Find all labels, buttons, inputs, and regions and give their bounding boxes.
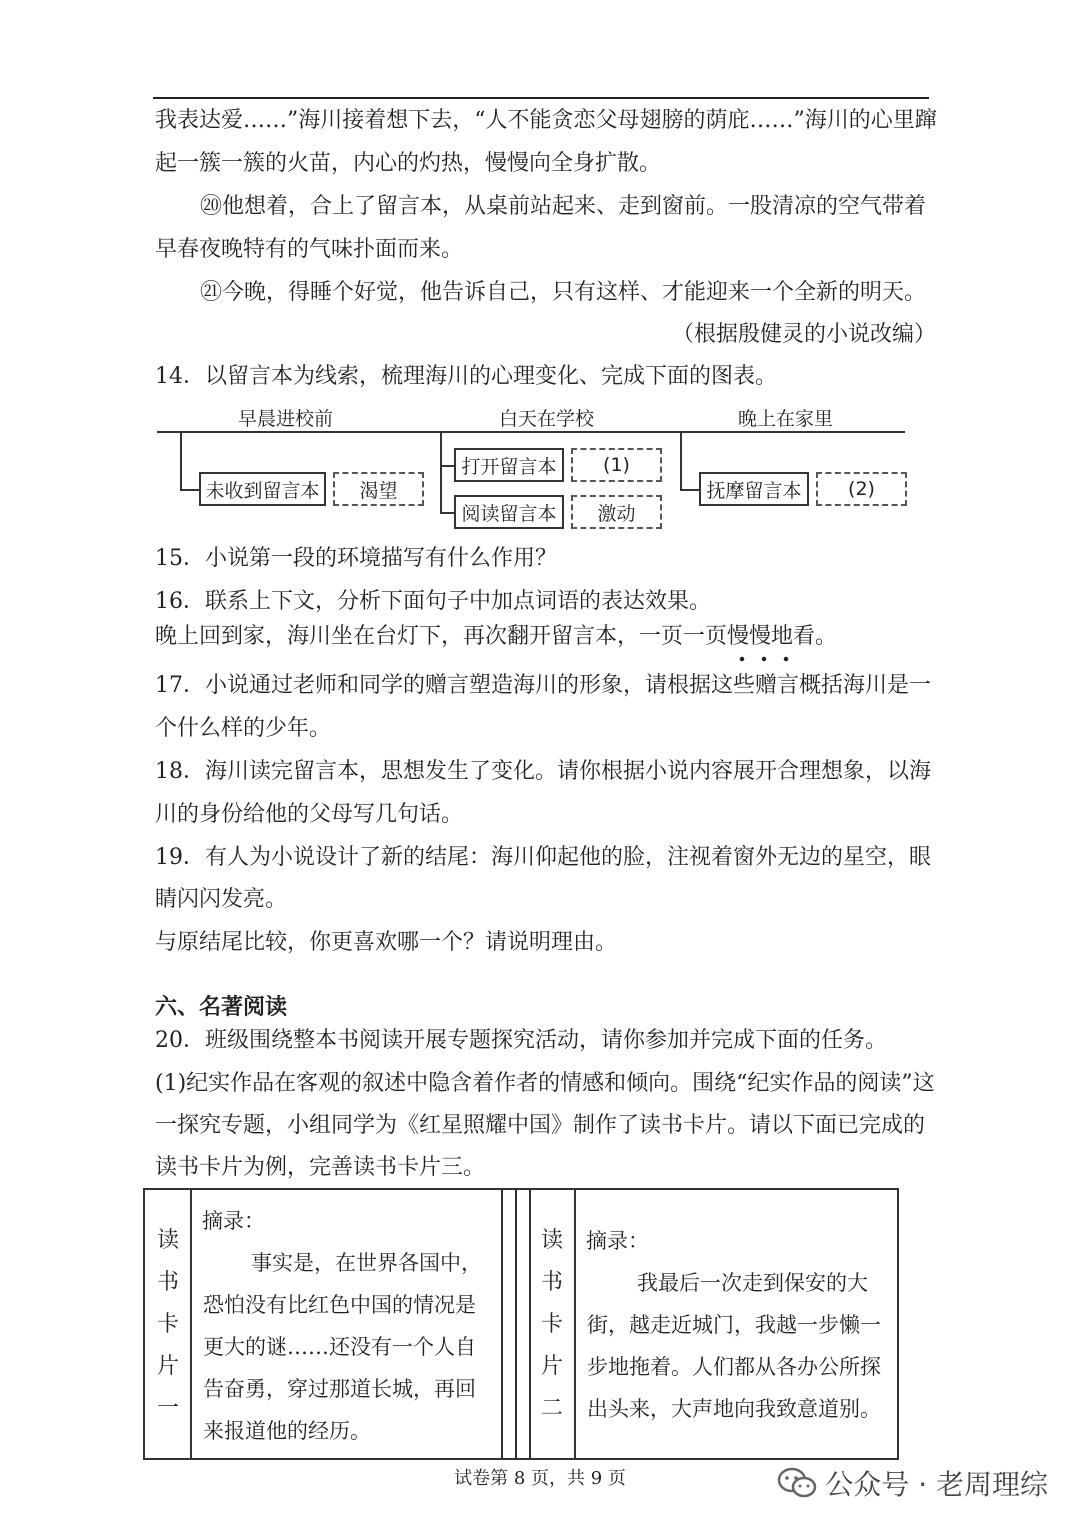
dotted-word: 慢慢地 [727, 622, 793, 652]
connector [440, 465, 455, 467]
question-19-line-2: 睛闪闪发亮。 [155, 887, 288, 912]
divider [529, 1190, 531, 1458]
card-title-char: 二 [540, 1396, 563, 1421]
divider [190, 1190, 192, 1458]
divider [515, 1190, 517, 1458]
card-title-char: 片 [540, 1354, 563, 1379]
timeline-line [157, 431, 905, 433]
paragraph-20-line-2: 早春夜晚特有的气味扑面而来。 [155, 237, 464, 262]
section-heading: 六、名著阅读 [155, 994, 288, 1020]
question-17-line-2: 个什么样的少年。 [155, 716, 332, 741]
card-1-line: 恐怕没有比红色中国的情况是 [203, 1293, 476, 1317]
passage-line-1: 我表达爱……”海川接着想下去，“人不能贪恋父母翅膀的荫庇……”海川的心里蹿 [155, 108, 937, 133]
card-1-label: 摘录： [202, 1209, 265, 1233]
connector [680, 431, 682, 491]
card-title-char: 读 [156, 1228, 179, 1253]
question-19-line-1: 19．有人为小说设计了新的结尾：海川仰起他的脸，注视着窗外无边的星空，眼 [155, 845, 931, 870]
question-17-line-1: 17．小说通过老师和同学的赠言塑造海川的形象，请根据这些赠言概括海川是一 [155, 673, 931, 698]
question-18-line-2: 川的身份给他的父母写几句话。 [155, 802, 464, 827]
card-1-title [153, 1220, 183, 1430]
question-20-sub1-line-1: (1)纪实作品在客观的叙述中隐含着作者的情感和倾向。围绕“纪实作品的阅读”这 [155, 1071, 935, 1096]
question-20-sub1-line-3: 读书卡片为例，完善读书卡片三。 [155, 1155, 486, 1180]
divider [574, 1190, 576, 1458]
box-stroke-book: 抚摩留言本 [699, 472, 809, 506]
card-2-label: 摘录： [586, 1229, 649, 1253]
connector [440, 431, 442, 514]
card-title-char: 读 [540, 1228, 563, 1253]
card-1-line: 事实是，在世界各国中， [251, 1251, 482, 1275]
question-15: 15．小说第一段的环境描写有什么作用？ [155, 546, 557, 571]
wechat-icon [777, 1467, 817, 1499]
question-16: 16．联系上下文，分析下面句子中加点词语的表达效果。 [155, 589, 711, 614]
card-title-char: 书 [156, 1270, 179, 1295]
card-1-line: 告奋勇，穿过那道长城，再回 [203, 1377, 476, 1401]
connector [440, 512, 455, 514]
question-20-sub1-line-2: 一探究专题，小组同学为《红星照耀中国》制作了读书卡片。请以下面已完成的 [155, 1113, 926, 1138]
stage-morning: 早晨进校前 [238, 408, 334, 430]
page-footer: 试卷第 8 页，共 9 页 [454, 1468, 626, 1489]
connector [180, 489, 200, 491]
card-1-line: 来报道他的经历。 [203, 1419, 371, 1443]
connector [180, 431, 182, 491]
connector [680, 489, 700, 491]
sentence-text: 晚上回到家，海川坐在台灯下，再次翻开留言本，一页一页 [155, 624, 728, 649]
box-open-book: 打开留言本 [454, 448, 564, 482]
watermark-text: 公众号 · 老周理综 [825, 1468, 1048, 1501]
box-read-book: 阅读留言本 [454, 495, 564, 529]
card-title-char: 片 [156, 1354, 179, 1379]
question-18-line-1: 18．海川读完留言本，思想发生了变化。请你根据小说内容展开合理想象，以海 [155, 759, 931, 784]
card-title-char: 一 [156, 1396, 179, 1421]
source-note: （根据殷健灵的小说改编） [672, 322, 937, 347]
paragraph-20-line-1: ⑳他想着，合上了留言本，从桌前站起来、走到窗前。一股清凉的空气带着 [200, 194, 927, 219]
watermark [777, 1463, 1048, 1503]
divider [501, 1190, 503, 1458]
feeling-excited: 激动 [571, 495, 662, 529]
passage-line-2: 起一簇一簇的火苗，内心的灼热，慢慢向全身扩散。 [155, 151, 662, 176]
card-title-char: 卡 [540, 1312, 563, 1337]
question-20: 20．班级围绕整本书阅读开展专题探究活动，请你参加并完成下面的任务。 [155, 1028, 887, 1053]
reading-cards-table [143, 1188, 899, 1460]
card-title-char: 书 [540, 1270, 563, 1295]
sentence-end: 看。 [793, 624, 838, 649]
stage-daytime: 白天在学校 [499, 408, 595, 430]
card-2-line: 出头来，大声地向我致意道别。 [587, 1397, 881, 1421]
card-2-title [537, 1220, 567, 1430]
top-rule [153, 97, 929, 99]
card-1-line: 更大的谜……还没有一个人自 [203, 1335, 476, 1359]
stage-evening: 晚上在家里 [738, 408, 834, 430]
question-19-line-3: 与原结尾比较，你更喜欢哪一个？请说明理由。 [155, 930, 618, 955]
question-14: 14．以留言本为线索，梳理海川的心理变化、完成下面的图表。 [155, 364, 777, 389]
card-2-line: 步地拖着。人们都从各办公所探 [587, 1355, 881, 1379]
feeling-blank-2: (2) [816, 472, 907, 506]
box-not-received: 未收到留言本 [199, 472, 326, 506]
question-16-sentence [155, 622, 837, 652]
card-2-line: 我最后一次走到保安的大 [637, 1271, 868, 1295]
paragraph-21: ㉑今晚，得睡个好觉，他告诉自己，只有这样、才能迎来一个全新的明天。 [200, 280, 927, 305]
card-title-char: 卡 [156, 1312, 179, 1337]
feeling-longing: 渴望 [333, 472, 424, 506]
feeling-blank-1: (1) [571, 448, 662, 482]
card-2-line: 街，越走近城门，我越一步懒一 [587, 1313, 881, 1337]
